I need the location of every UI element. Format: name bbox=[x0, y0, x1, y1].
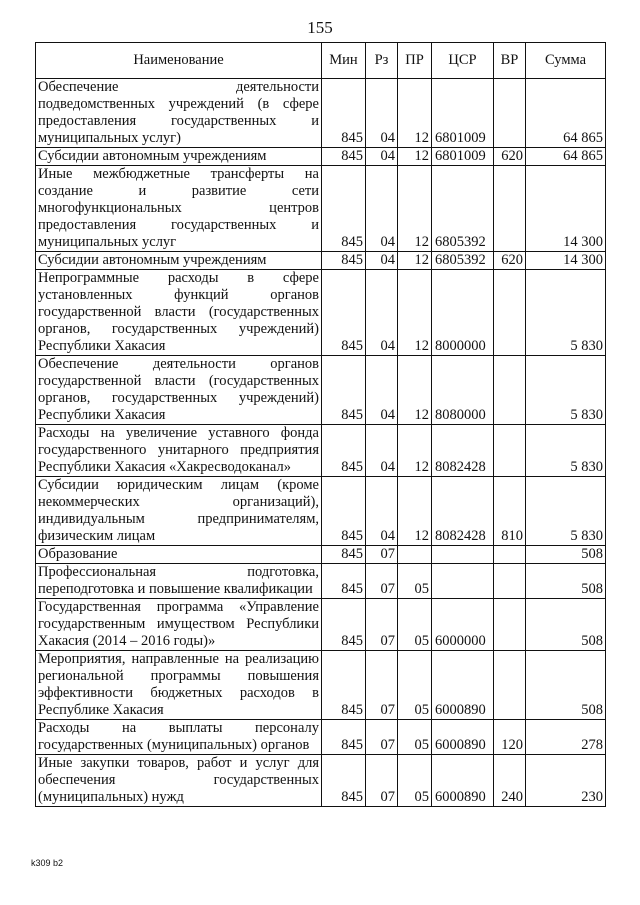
cell-rz: 04 bbox=[366, 148, 398, 166]
cell-min: 845 bbox=[322, 546, 366, 564]
cell-pr: 05 bbox=[398, 755, 432, 807]
cell-pr: 12 bbox=[398, 252, 432, 270]
cell-csr: 6000890 bbox=[432, 755, 494, 807]
cell-vr: 620 bbox=[494, 252, 526, 270]
cell-csr: 6000890 bbox=[432, 651, 494, 720]
table-row bbox=[36, 720, 606, 755]
cell-name: Обеспечение деятельности подведомственных учреждений (в сфере предоставления государственных и муниципальных услуг) bbox=[36, 79, 322, 148]
cell-pr: 12 bbox=[398, 477, 432, 546]
footer-code: k309 b2 bbox=[31, 858, 64, 868]
cell-csr: 6801009 bbox=[432, 79, 494, 148]
cell-pr: 12 bbox=[398, 425, 432, 477]
cell-sum: 508 bbox=[526, 564, 606, 599]
table-row bbox=[36, 477, 606, 546]
cell-csr: 8000000 bbox=[432, 270, 494, 356]
cell-sum: 14 300 bbox=[526, 166, 606, 252]
cell-rz: 04 bbox=[366, 270, 398, 356]
cell-name: Субсидии автономным учреждениям bbox=[36, 252, 322, 270]
cell-csr: 6000890 bbox=[432, 720, 494, 755]
table-row bbox=[36, 651, 606, 720]
cell-csr bbox=[432, 564, 494, 599]
cell-vr bbox=[494, 79, 526, 148]
cell-sum: 14 300 bbox=[526, 252, 606, 270]
cell-rz: 04 bbox=[366, 356, 398, 425]
cell-csr: 8080000 bbox=[432, 356, 494, 425]
header-sum: Сумма bbox=[526, 43, 606, 79]
cell-sum: 5 830 bbox=[526, 425, 606, 477]
cell-rz: 07 bbox=[366, 546, 398, 564]
cell-rz: 04 bbox=[366, 477, 398, 546]
cell-pr: 05 bbox=[398, 564, 432, 599]
cell-name: Иные закупки товаров, работ и услуг для обеспечения государственных (муниципальных) нужд bbox=[36, 755, 322, 807]
cell-rz: 07 bbox=[366, 720, 398, 755]
cell-rz: 07 bbox=[366, 755, 398, 807]
cell-sum: 5 830 bbox=[526, 477, 606, 546]
table-row bbox=[36, 425, 606, 477]
cell-pr: 05 bbox=[398, 599, 432, 651]
cell-min: 845 bbox=[322, 356, 366, 425]
table-row bbox=[36, 755, 606, 807]
header-csr: ЦСР bbox=[432, 43, 494, 79]
cell-min: 845 bbox=[322, 148, 366, 166]
cell-sum: 230 bbox=[526, 755, 606, 807]
cell-rz: 04 bbox=[366, 79, 398, 148]
cell-vr bbox=[494, 425, 526, 477]
cell-sum: 5 830 bbox=[526, 356, 606, 425]
cell-name: Обеспечение деятельности органов государственной власти (государственных органов, государственных учреждений) Республики Хакасия bbox=[36, 356, 322, 425]
table-row bbox=[36, 79, 606, 148]
cell-pr bbox=[398, 546, 432, 564]
cell-min: 845 bbox=[322, 252, 366, 270]
header-pr: ПР bbox=[398, 43, 432, 79]
cell-name: Образование bbox=[36, 546, 322, 564]
cell-csr: 6805392 bbox=[432, 166, 494, 252]
cell-sum: 5 830 bbox=[526, 270, 606, 356]
cell-csr: 8082428 bbox=[432, 425, 494, 477]
cell-min: 845 bbox=[322, 599, 366, 651]
budget-table bbox=[35, 42, 606, 807]
cell-pr: 12 bbox=[398, 148, 432, 166]
cell-sum: 508 bbox=[526, 651, 606, 720]
table-row bbox=[36, 599, 606, 651]
cell-min: 845 bbox=[322, 564, 366, 599]
cell-vr bbox=[494, 546, 526, 564]
table-row bbox=[36, 546, 606, 564]
cell-csr: 6801009 bbox=[432, 148, 494, 166]
cell-pr: 05 bbox=[398, 651, 432, 720]
cell-rz: 07 bbox=[366, 564, 398, 599]
cell-vr bbox=[494, 356, 526, 425]
table-row bbox=[36, 148, 606, 166]
cell-min: 845 bbox=[322, 425, 366, 477]
header-min: Мин bbox=[322, 43, 366, 79]
cell-rz: 04 bbox=[366, 425, 398, 477]
cell-rz: 04 bbox=[366, 166, 398, 252]
cell-vr bbox=[494, 270, 526, 356]
cell-vr: 240 bbox=[494, 755, 526, 807]
cell-name: Государственная программа «Управление государственным имуществом Республики Хакасия (2014 – 2016 годы)» bbox=[36, 599, 322, 651]
header-name: Наименование bbox=[36, 43, 322, 79]
cell-name: Расходы на увеличение уставного фонда государственного унитарного предприятия Республики Хакасия «Хакресводоканал» bbox=[36, 425, 322, 477]
cell-min: 845 bbox=[322, 651, 366, 720]
cell-csr: 8082428 bbox=[432, 477, 494, 546]
cell-sum: 508 bbox=[526, 599, 606, 651]
cell-sum: 64 865 bbox=[526, 148, 606, 166]
cell-pr: 12 bbox=[398, 79, 432, 148]
cell-rz: 07 bbox=[366, 651, 398, 720]
cell-name: Мероприятия, направленные на реализацию региональной программы повышения эффективности бюджетных расходов в Республике Хакасия bbox=[36, 651, 322, 720]
cell-csr bbox=[432, 546, 494, 564]
cell-pr: 12 bbox=[398, 356, 432, 425]
cell-vr: 120 bbox=[494, 720, 526, 755]
cell-vr: 620 bbox=[494, 148, 526, 166]
cell-name: Субсидии автономным учреждениям bbox=[36, 148, 322, 166]
cell-name: Расходы на выплаты персоналу государственных (муниципальных) органов bbox=[36, 720, 322, 755]
cell-pr: 12 bbox=[398, 166, 432, 252]
table-row bbox=[36, 564, 606, 599]
cell-pr: 05 bbox=[398, 720, 432, 755]
cell-name: Профессиональная подготовка, переподготовка и повышение квалификации bbox=[36, 564, 322, 599]
cell-min: 845 bbox=[322, 270, 366, 356]
cell-sum: 64 865 bbox=[526, 79, 606, 148]
cell-sum: 508 bbox=[526, 546, 606, 564]
table-row bbox=[36, 356, 606, 425]
cell-min: 845 bbox=[322, 720, 366, 755]
cell-min: 845 bbox=[322, 477, 366, 546]
table-body bbox=[36, 79, 606, 807]
cell-rz: 04 bbox=[366, 252, 398, 270]
table-row bbox=[36, 270, 606, 356]
cell-min: 845 bbox=[322, 166, 366, 252]
cell-min: 845 bbox=[322, 79, 366, 148]
header-row bbox=[36, 43, 606, 79]
header-rz: Рз bbox=[366, 43, 398, 79]
cell-rz: 07 bbox=[366, 599, 398, 651]
cell-vr bbox=[494, 564, 526, 599]
cell-vr: 810 bbox=[494, 477, 526, 546]
cell-vr bbox=[494, 166, 526, 252]
cell-min: 845 bbox=[322, 755, 366, 807]
cell-csr: 6805392 bbox=[432, 252, 494, 270]
table-row bbox=[36, 252, 606, 270]
cell-vr bbox=[494, 599, 526, 651]
header-vr: ВР bbox=[494, 43, 526, 79]
cell-pr: 12 bbox=[398, 270, 432, 356]
cell-name: Непрограммные расходы в сфере установленных функций органов государственной власти (государственных органов, государственных учреждений) Республики Хакасия bbox=[36, 270, 322, 356]
cell-csr: 6000000 bbox=[432, 599, 494, 651]
cell-name: Субсидии юридическим лицам (кроме некоммерческих организаций), индивидуальным предпринимателям, физическим лицам bbox=[36, 477, 322, 546]
cell-name: Иные межбюджетные трансферты на создание и развитие сети многофункциональных центров предоставления государственных и муниципальных услуг bbox=[36, 166, 322, 252]
table-header bbox=[36, 43, 606, 79]
cell-sum: 278 bbox=[526, 720, 606, 755]
table-row bbox=[36, 166, 606, 252]
page-number: 155 bbox=[307, 18, 333, 37]
cell-vr bbox=[494, 651, 526, 720]
